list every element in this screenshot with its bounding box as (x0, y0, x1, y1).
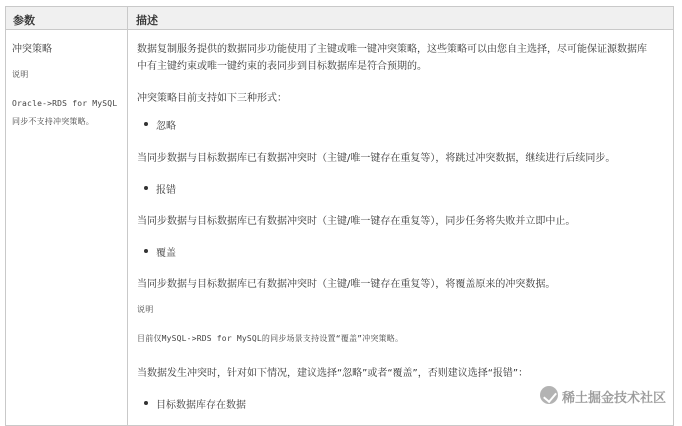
watermark-text: 稀土掘金技术社区 (562, 391, 667, 406)
error-label: 报错 (156, 185, 176, 196)
param-note-line2: 同步不支持冲突策略。 (12, 117, 94, 126)
juejin-logo-icon (540, 386, 558, 404)
desc-suggest-text: 当数据发生冲突时，针对如下情况，建议选择“忽略”或者“覆盖”，否则建议选择“报错”： (137, 368, 529, 379)
target-exists-label: 目标数据库存在数据 (156, 400, 246, 411)
param-note-line1: Oracle->RDS for MySQL (12, 99, 118, 108)
desc-forms-intro: 冲突策略目前支持如下三种形式： (137, 93, 287, 104)
overwrite-desc: 当同步数据与目标数据库已有数据冲突时（主键/唯一键存在重复等），将覆盖原来的冲突数据。 (137, 279, 556, 290)
desc-note-label: 说明 (137, 305, 154, 314)
bullet-target-icon (144, 401, 148, 405)
error-desc: 当同步数据与目标数据库已有数据冲突时（主键/唯一键存在重复等），同步任务将失败并立即中止。 (137, 216, 576, 227)
bullet-error-icon (144, 186, 148, 190)
parameter-table (5, 6, 674, 426)
bullet-overwrite-icon (144, 249, 148, 253)
column-divider (127, 7, 128, 425)
header-param: 参数 (13, 14, 35, 27)
overwrite-label: 覆盖 (156, 248, 176, 259)
param-note-label: 说明 (12, 70, 29, 79)
param-name: 冲突策略 (12, 44, 52, 55)
header-desc: 描述 (136, 14, 158, 27)
table-header-row (6, 7, 673, 30)
watermark (540, 382, 680, 410)
desc-intro-line2: 中有主键约束或唯一键约束的表同步到目标数据库是符合预期的。 (137, 61, 427, 72)
ignore-desc: 当同步数据与目标数据库已有数据冲突时（主键/唯一键存在重复等），将跳过冲突数据，继续进行后续同步。 (137, 153, 616, 164)
bullet-ignore-icon (144, 122, 148, 126)
desc-intro-line1: 数据复制服务提供的数据同步功能使用了主键或唯一键冲突策略，这些策略可以由您自主选择，尽可能保证源数据库 (137, 44, 647, 55)
desc-note-text: 目前仅MySQL->RDS for MySQL的同步场景支持设置“覆盖”冲突策略。 (137, 334, 404, 343)
ignore-label: 忽略 (156, 121, 176, 132)
